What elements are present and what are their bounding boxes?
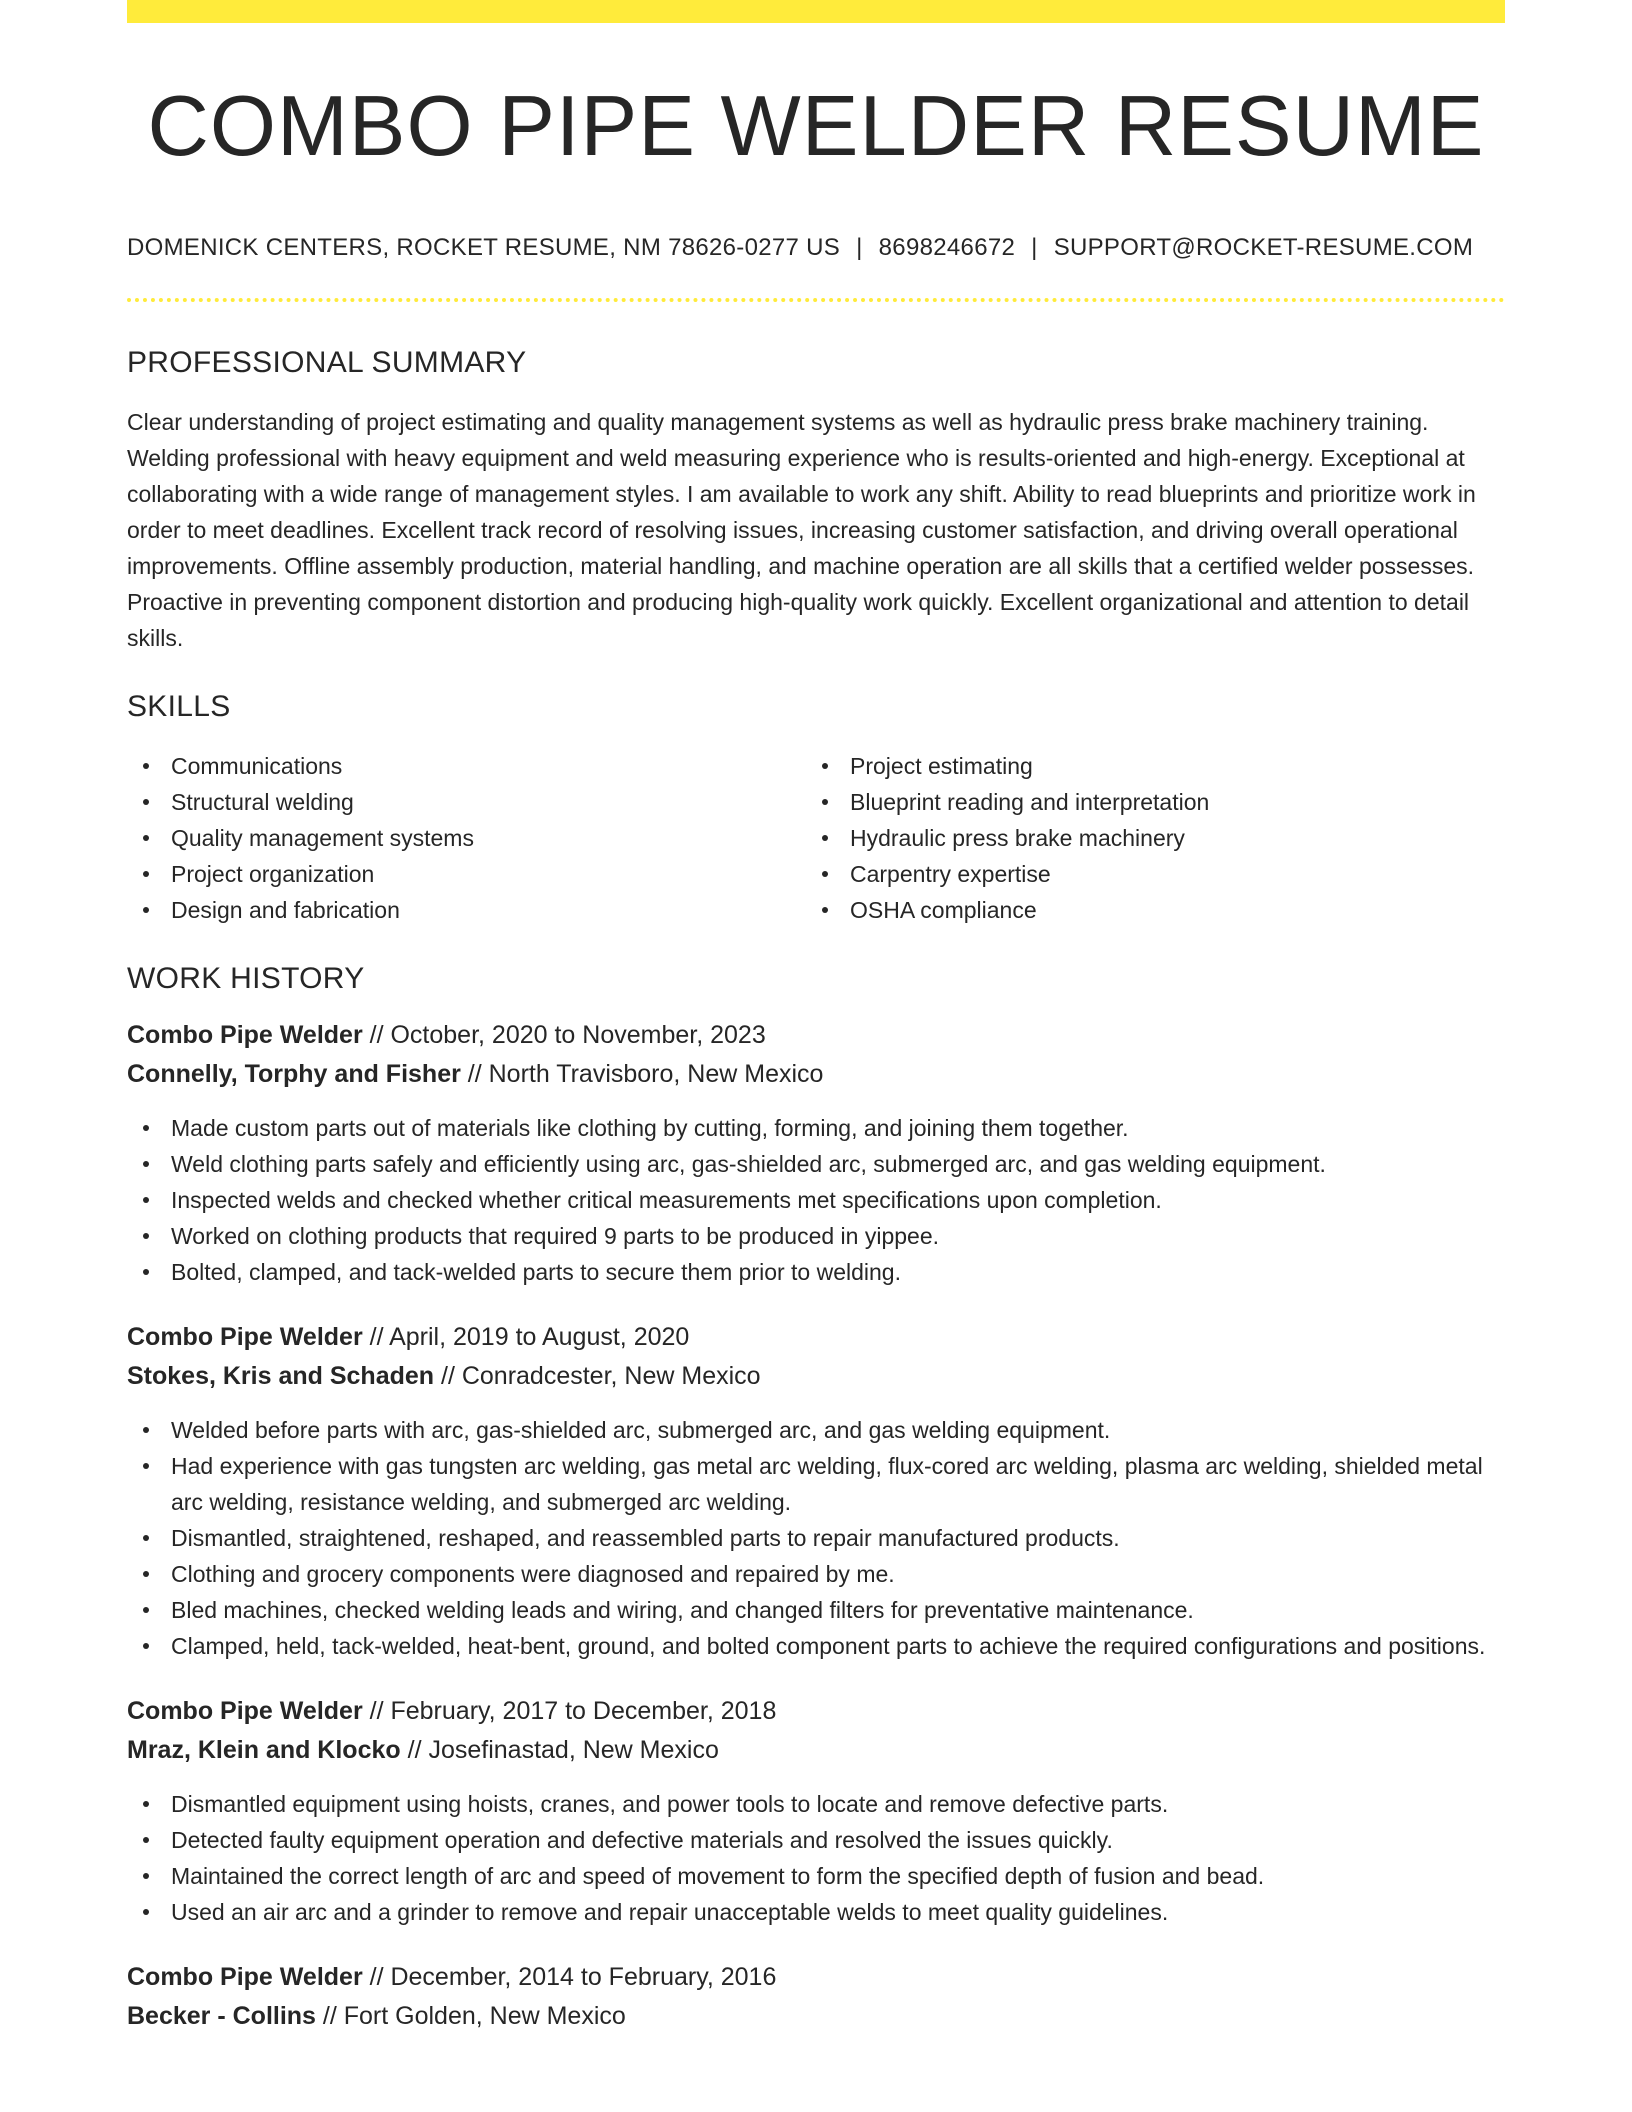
job-dates: // December, 2014 to February, 2016 — [369, 1962, 777, 1991]
job-dates: // October, 2020 to November, 2023 — [369, 1020, 766, 1049]
job-location: // Conradcester, New Mexico — [441, 1361, 761, 1390]
contact-line — [127, 234, 1505, 262]
job-bullet: Maintained the correct length of arc and speed of movement to form the specified depth of fusion and bead. — [127, 1858, 1505, 1894]
job-title: Combo Pipe Welder — [127, 1020, 363, 1049]
job-entry — [127, 1958, 1505, 2036]
job-bullet: Used an air arc and a grinder to remove and repair unacceptable welds to meet quality guidelines. — [127, 1894, 1505, 1930]
job-bullet: Made custom parts out of materials like clothing by cutting, forming, and joining them together. — [127, 1110, 1505, 1146]
job-bullet: Clamped, held, tack-welded, heat-bent, ground, and bolted component parts to achieve the required configurations and positions. — [127, 1628, 1505, 1664]
job-bullet: Detected faulty equipment operation and defective materials and resolved the issues quickly. — [127, 1822, 1505, 1858]
dotted-divider — [127, 298, 1505, 302]
contact-separator: | — [856, 233, 863, 261]
job-bullets — [127, 1412, 1505, 1664]
job-dates: // April, 2019 to August, 2020 — [369, 1322, 690, 1351]
job-entry — [127, 1692, 1505, 1930]
job-title-line — [127, 1318, 1505, 1357]
job-company-line — [127, 1055, 1505, 1094]
job-title-line — [127, 1016, 1505, 1055]
skill-item: Hydraulic press brake machinery — [806, 820, 1485, 856]
job-location: // Fort Golden, New Mexico — [322, 2001, 626, 2030]
job-title: Combo Pipe Welder — [127, 1696, 363, 1725]
job-bullet: Worked on clothing products that required 9 parts to be produced in yippee. — [127, 1218, 1505, 1254]
job-bullet: Had experience with gas tungsten arc welding, gas metal arc welding, flux-cored arc welding, plasma arc welding, shielded metal arc welding, resistance welding, and submerged arc welding. — [127, 1448, 1505, 1520]
contact-address: DOMENICK CENTERS, ROCKET RESUME, NM 78626-0277 US — [127, 233, 841, 261]
job-title-line — [127, 1692, 1505, 1731]
summary-text: Clear understanding of project estimating and quality management systems as well as hydraulic press brake machinery training. Welding professional with heavy equipment and weld measuring experience who is results-oriented and high-energy. Exceptional at collaborating with a wide range of management styles. I am available to work any shift. Ability to read blueprints and prioritize work in order to meet deadlines. Excellent track record of resolving issues, increasing customer satisfaction, and driving overall operational improvements. Offline assembly production, material handling, and machine operation are all skills that a certified welder possesses. Proactive in preventing component distortion and producing high-quality work quickly. Excellent organizational and attention to detail skills. — [127, 408, 1476, 651]
skills-heading: SKILLS — [127, 689, 231, 723]
skills-column-left — [127, 748, 806, 928]
resume-page — [127, 0, 1505, 2036]
job-company: Connelly, Torphy and Fisher — [127, 1059, 461, 1088]
summary-heading: PROFESSIONAL SUMMARY — [127, 345, 527, 379]
skill-item: Project estimating — [806, 748, 1485, 784]
job-bullet: Bled machines, checked welding leads and wiring, and changed filters for preventative maintenance. — [127, 1592, 1505, 1628]
job-company-line — [127, 1731, 1505, 1770]
job-bullets — [127, 1110, 1505, 1290]
work-history-heading: WORK HISTORY — [127, 961, 365, 995]
skill-item: OSHA compliance — [806, 892, 1485, 928]
job-company: Mraz, Klein and Klocko — [127, 1735, 401, 1764]
job-bullet: Inspected welds and checked whether critical measurements met specifications upon completion. — [127, 1182, 1505, 1218]
skills-list — [127, 748, 1505, 928]
job-title: Combo Pipe Welder — [127, 1962, 363, 1991]
skill-item: Blueprint reading and interpretation — [806, 784, 1485, 820]
skill-item: Quality management systems — [127, 820, 806, 856]
job-title-line — [127, 1958, 1505, 1997]
job-bullet: Clothing and grocery components were diagnosed and repaired by me. — [127, 1556, 1505, 1592]
job-dates: // February, 2017 to December, 2018 — [369, 1696, 777, 1725]
job-bullet: Weld clothing parts safely and efficiently using arc, gas-shielded arc, submerged arc, and gas welding equipment. — [127, 1146, 1505, 1182]
skill-item: Project organization — [127, 856, 806, 892]
job-company: Becker - Collins — [127, 2001, 316, 2030]
skills-column-right — [806, 748, 1485, 928]
contact-separator: | — [1031, 233, 1038, 261]
job-bullet: Bolted, clamped, and tack-welded parts to secure them prior to welding. — [127, 1254, 1505, 1290]
skill-item: Carpentry expertise — [806, 856, 1485, 892]
job-location: // North Travisboro, New Mexico — [467, 1059, 824, 1088]
job-title: Combo Pipe Welder — [127, 1322, 363, 1351]
job-entry — [127, 1016, 1505, 1290]
contact-email: SUPPORT@ROCKET-RESUME.COM — [1053, 233, 1474, 261]
job-entry — [127, 1318, 1505, 1664]
page-title: COMBO PIPE WELDER RESUME — [147, 79, 1485, 174]
skill-item: Communications — [127, 748, 806, 784]
job-company-line — [127, 1997, 1505, 2036]
job-bullet: Welded before parts with arc, gas-shielded arc, submerged arc, and gas welding equipment. — [127, 1412, 1505, 1448]
contact-phone: 8698246672 — [878, 233, 1016, 261]
job-location: // Josefinastad, New Mexico — [407, 1735, 719, 1764]
job-bullet: Dismantled equipment using hoists, cranes, and power tools to locate and remove defective parts. — [127, 1786, 1505, 1822]
skill-item: Structural welding — [127, 784, 806, 820]
skill-item: Design and fabrication — [127, 892, 806, 928]
job-bullets — [127, 1786, 1505, 1930]
job-bullet: Dismantled, straightened, reshaped, and reassembled parts to repair manufactured products. — [127, 1520, 1505, 1556]
top-accent-bar — [127, 0, 1505, 23]
job-company-line — [127, 1357, 1505, 1396]
job-company: Stokes, Kris and Schaden — [127, 1361, 435, 1390]
